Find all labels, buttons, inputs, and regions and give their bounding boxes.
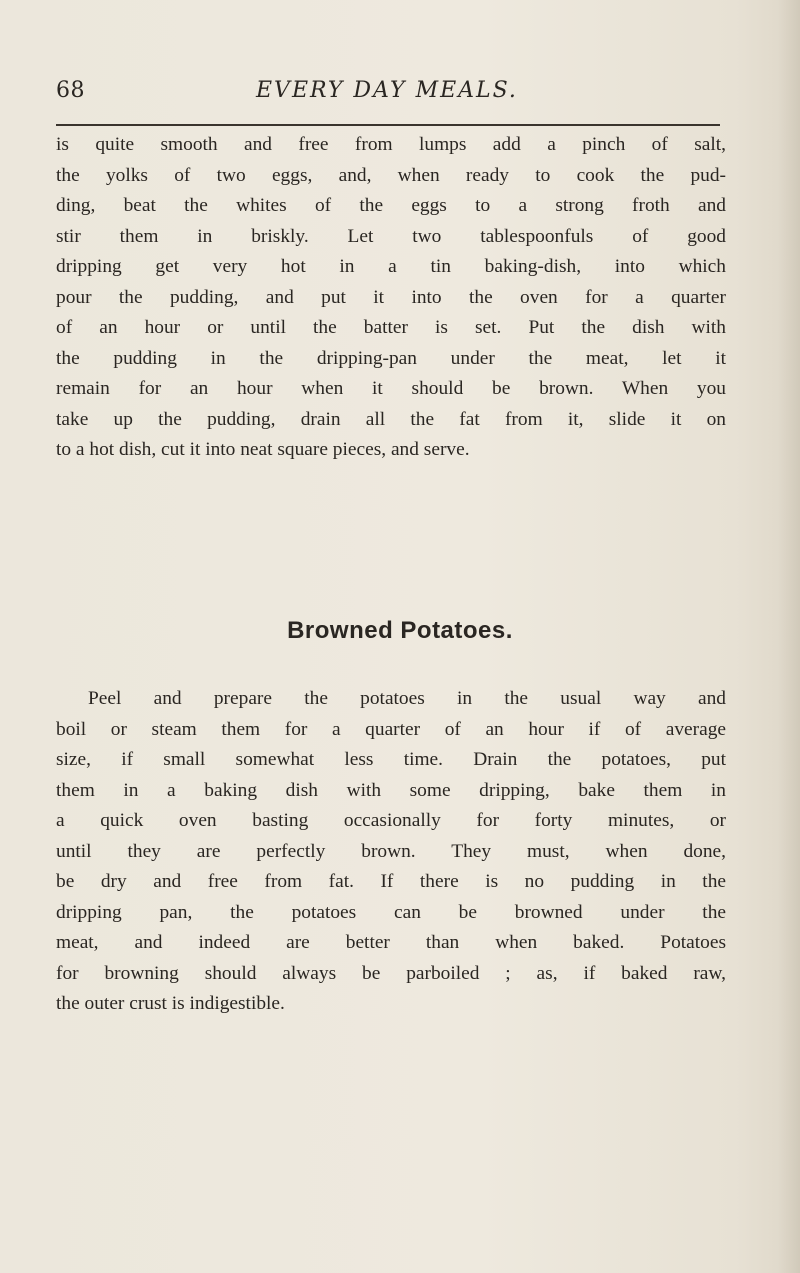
text-line: is quite smooth and free from lumps add a pinch of salt,: [56, 134, 726, 155]
text-line: dripping pan, the potatoes can be browned under the: [56, 901, 726, 923]
paragraph-browned-potatoes: [56, 684, 726, 1020]
text-line: the outer crust is indigestible.: [56, 993, 285, 1014]
section-heading: Browned Potatoes.: [287, 617, 513, 644]
text-line: stir them in briskly. Let two tablespoonfuls of good: [56, 225, 726, 247]
text-line: the pudding in the dripping-pan under the meat, let it: [56, 347, 726, 369]
header-rule: [56, 124, 720, 126]
text-line: ding, beat the whites of the eggs to a strong froth and: [56, 195, 726, 216]
text-line: pour the pudding, and put it into the oven for a quarter: [56, 286, 726, 308]
text-line: be dry and free from fat. If there is no pudding in the: [56, 871, 726, 892]
text-line: the yolks of two eggs, and, when ready to cook the pud-: [56, 164, 726, 186]
text-line: of an hour or until the batter is set. Put the dish with: [56, 317, 726, 338]
text-line: until they are perfectly brown. They must, when done,: [56, 840, 726, 862]
page-number: 68: [56, 78, 85, 103]
text-line: to a hot dish, cut it into neat square pieces, and serve.: [56, 439, 470, 460]
paragraph-continued: [56, 130, 726, 466]
text-line: take up the pudding, drain all the fat from it, slide it on: [56, 408, 726, 430]
text-line: them in a baking dish with some dripping, bake them in: [56, 779, 726, 801]
text-line: remain for an hour when it should be brown. When you: [56, 378, 726, 399]
page-header: [56, 78, 720, 118]
running-title: EVERY DAY MEALS.: [256, 78, 518, 103]
text-line: meat, and indeed are better than when baked. Potatoes: [56, 932, 726, 953]
text-line: dripping get very hot in a tin baking-dish, into which: [56, 256, 726, 277]
text-line: for browning should always be parboiled ; as, if baked raw,: [56, 962, 726, 984]
text-line: boil or steam them for a quarter of an hour if of average: [56, 718, 726, 740]
text-line: size, if small somewhat less time. Drain the potatoes, put: [56, 749, 726, 770]
text-line: Peel and prepare the potatoes in the usual way and: [88, 688, 726, 709]
text-line: a quick oven basting occasionally for forty minutes, or: [56, 810, 726, 831]
